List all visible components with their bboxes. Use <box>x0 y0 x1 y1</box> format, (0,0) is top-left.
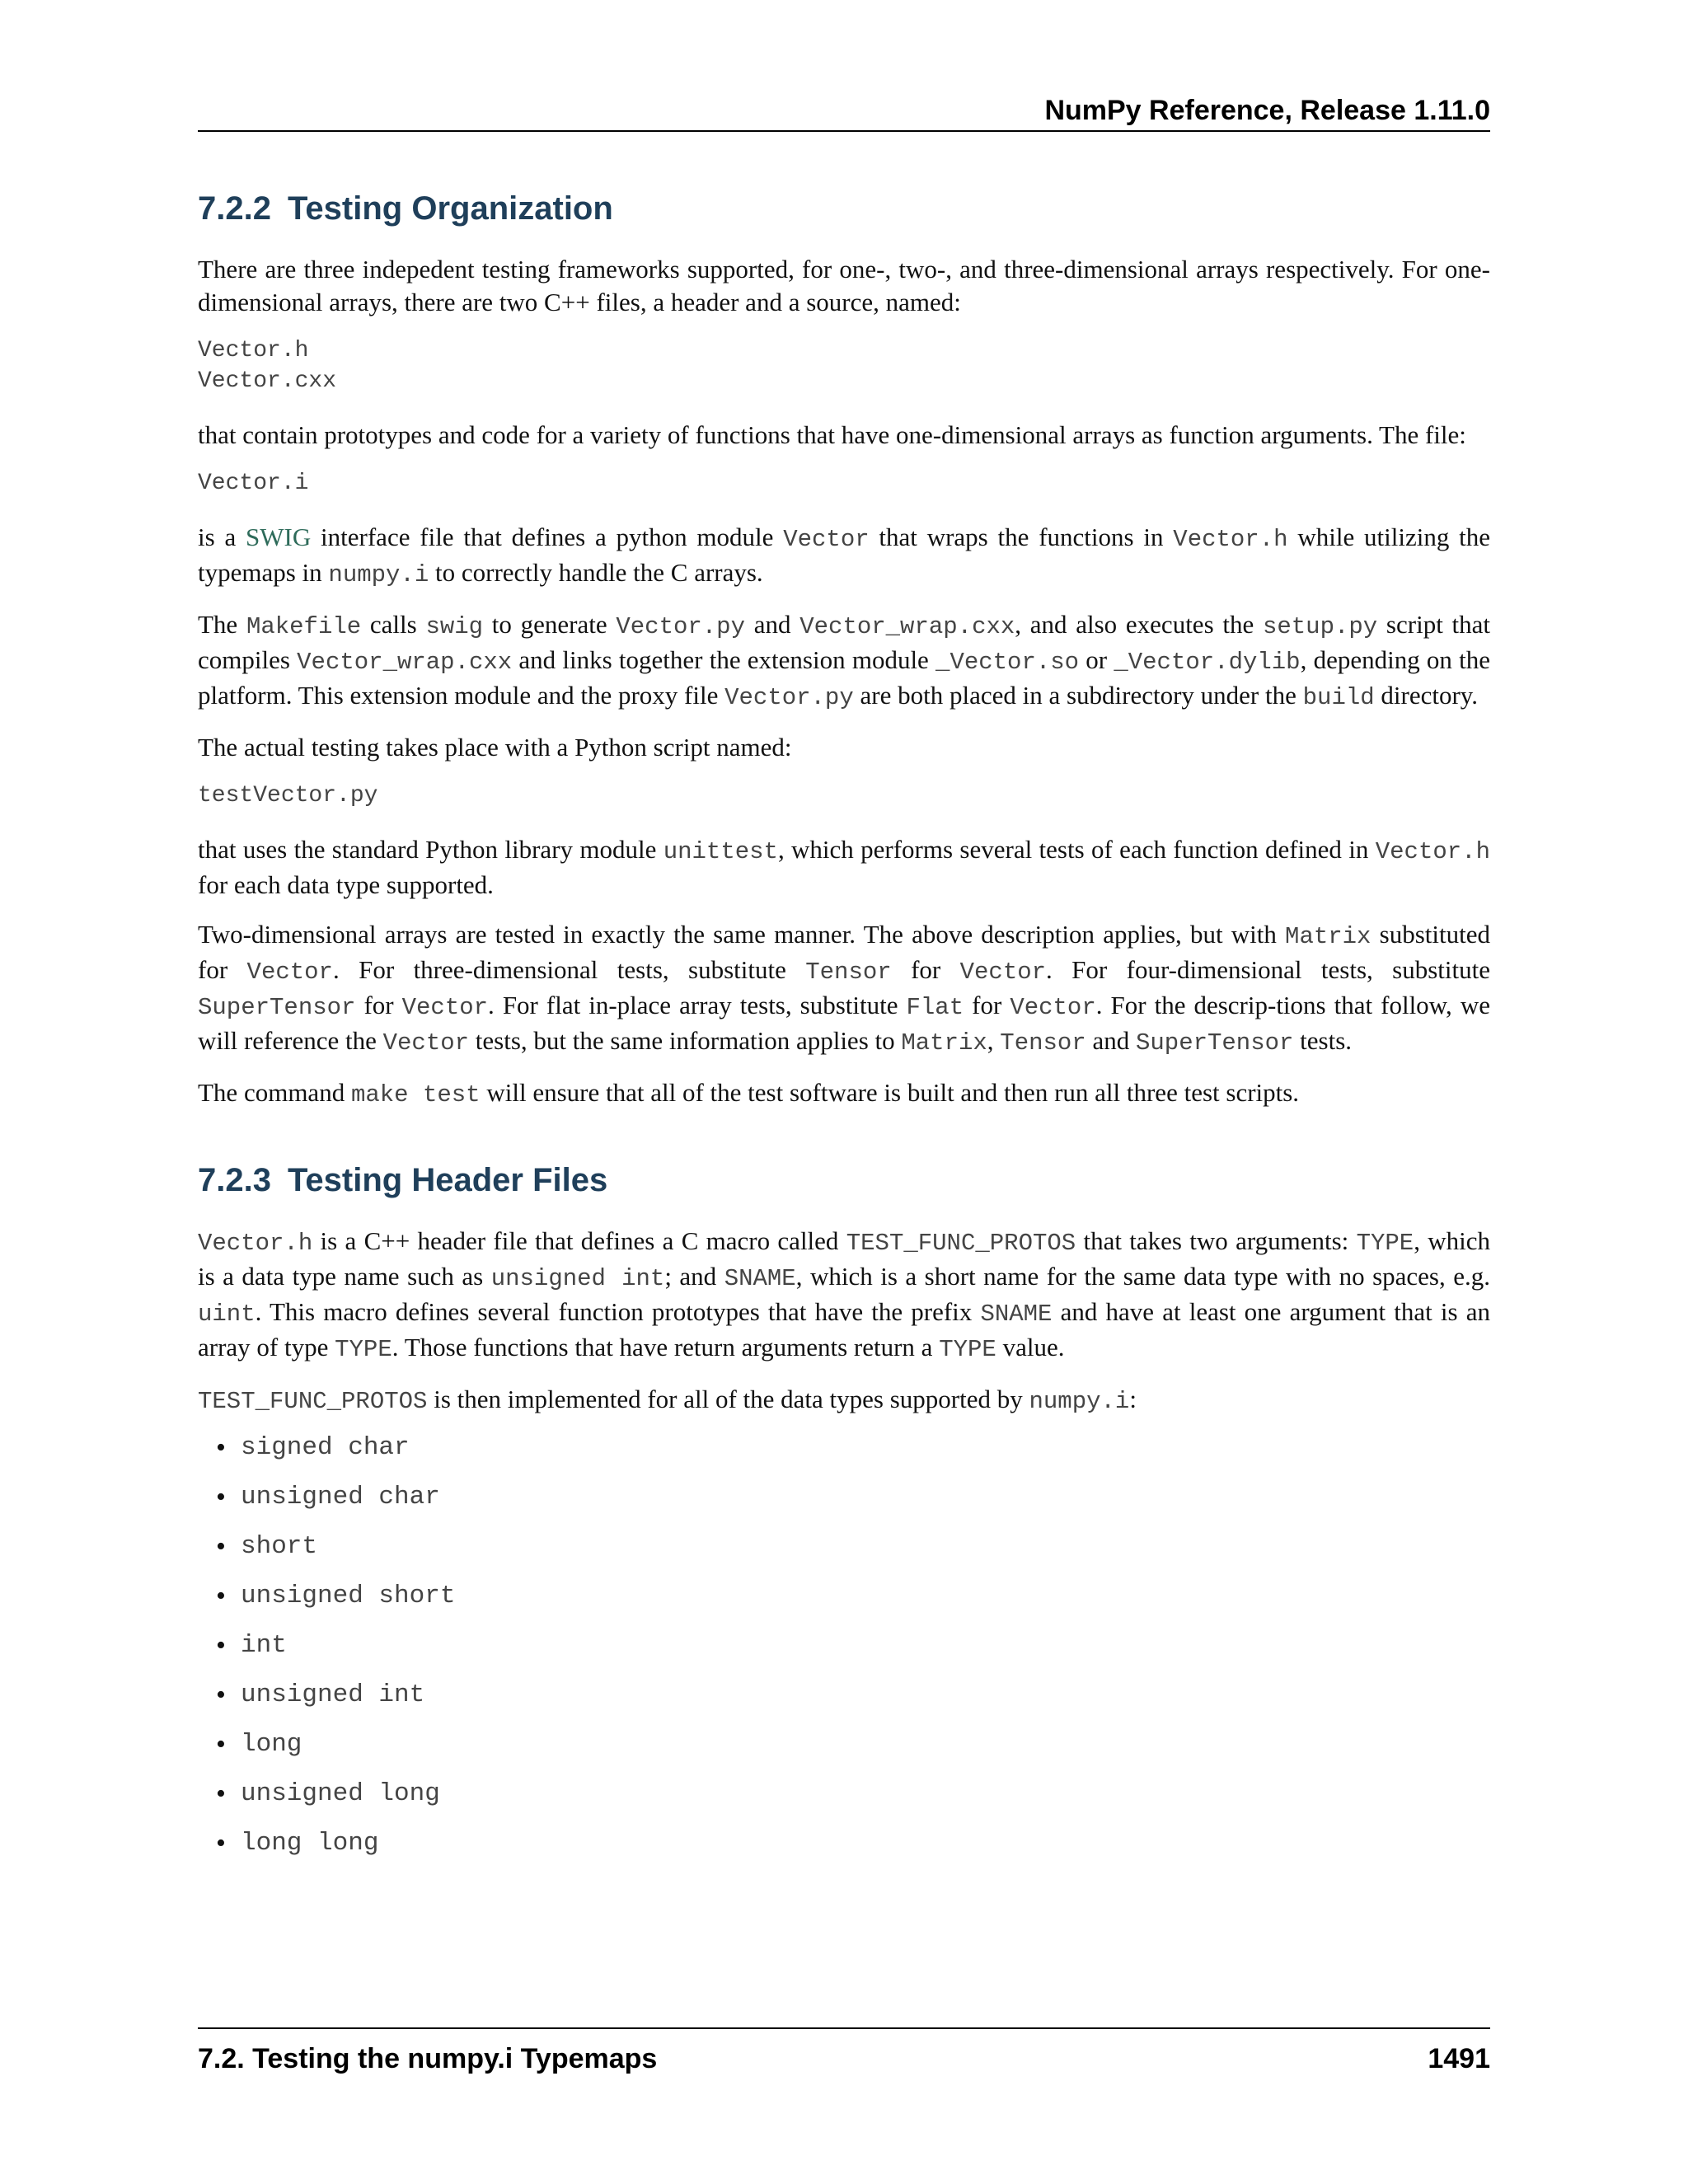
bullet: • <box>216 1482 226 1512</box>
inline-code: SuperTensor <box>1135 1029 1294 1057</box>
bullet: • <box>216 1432 226 1463</box>
document-page <box>198 0 1490 2184</box>
bullet: • <box>216 1630 226 1661</box>
inline-code: TEST_FUNC_PROTOS <box>198 1388 428 1415</box>
text: value. <box>996 1333 1065 1361</box>
type-name: int <box>241 1631 287 1660</box>
inline-code: Matrix <box>1285 923 1372 950</box>
type-name: long <box>241 1730 302 1759</box>
code-line: Vector.h <box>198 338 309 363</box>
inline-code: Tensor <box>805 958 892 986</box>
text: The command <box>198 1078 351 1107</box>
section-heading-7-2-3 <box>198 1160 1490 1201</box>
inline-code: numpy.i <box>328 561 429 588</box>
inline-code: Vector <box>382 1029 470 1057</box>
paragraph <box>198 1383 1490 1418</box>
type-name: long long <box>241 1829 379 1858</box>
text: is then implemented for all of the data types supported by <box>427 1385 1029 1413</box>
type-name: unsigned char <box>241 1483 440 1511</box>
inline-code: Flat <box>906 994 964 1021</box>
inline-code: _Vector.so <box>935 649 1080 676</box>
text: tests. <box>1293 1026 1353 1055</box>
text: is a <box>198 523 246 551</box>
section-heading-7-2-2 <box>198 188 1490 229</box>
swig-link[interactable]: SWIG <box>246 523 312 551</box>
text: that uses the standard Python library module <box>198 835 663 864</box>
footer-section-title: 7.2. Testing the numpy.i Typemaps <box>198 2043 658 2074</box>
text: , <box>987 1026 1001 1055</box>
section-number: 7.2.2 <box>198 190 271 227</box>
text: is a C++ header file that defines a C macro called <box>312 1226 846 1255</box>
list-item <box>216 1720 1490 1769</box>
section-title: Testing Organization <box>287 190 613 227</box>
code-block <box>198 780 1490 811</box>
text: and <box>1085 1026 1136 1055</box>
running-footer <box>198 2027 1490 2075</box>
list-item <box>216 1671 1490 1720</box>
text: to generate <box>483 610 617 639</box>
code-line: testVector.py <box>198 783 378 808</box>
inline-code: _Vector.dylib <box>1114 649 1301 676</box>
inline-code: Vector.py <box>724 684 854 711</box>
text: and have at least one argument that is an array of type <box>198 1297 1490 1361</box>
code-block <box>198 335 1490 396</box>
code-line: Vector.i <box>198 471 309 496</box>
text: directory. <box>1374 681 1479 710</box>
text: and <box>745 610 800 639</box>
text: ; and <box>664 1262 724 1291</box>
inline-code: Vector.py <box>616 613 745 640</box>
list-item <box>216 1621 1490 1671</box>
paragraph: that contain prototypes and code for a variety of functions that have one-dimensional arrays as function arguments. The file: <box>198 420 1466 449</box>
text: that takes two arguments: <box>1076 1226 1357 1255</box>
page-number: 1491 <box>1428 2043 1490 2074</box>
text: and links together the extension module <box>512 645 936 674</box>
bullet: • <box>216 1828 226 1858</box>
inline-code: Vector <box>959 958 1047 986</box>
inline-code: TYPE <box>939 1336 996 1363</box>
inline-code: uint <box>198 1301 256 1328</box>
list-item <box>216 1572 1490 1621</box>
text: , which is a data type name such as <box>198 1226 1490 1291</box>
text: calls <box>361 610 426 639</box>
inline-code: Vector.h <box>198 1230 313 1257</box>
bullet: • <box>216 1531 226 1562</box>
text: , and also executes the <box>1015 610 1263 639</box>
inline-code: Vector <box>783 526 870 553</box>
bullet: • <box>216 1680 226 1710</box>
text: tests, but the same information applies to <box>469 1026 902 1055</box>
paragraph <box>198 1076 1490 1112</box>
inline-code: SNAME <box>724 1265 796 1292</box>
inline-code: Vector <box>1010 994 1096 1021</box>
inline-code: Vector_wrap.cxx <box>799 613 1015 640</box>
text: . This macro defines several function prototypes that have the prefix <box>255 1297 981 1326</box>
text: will ensure that all of the test software is built and then run all three test scripts. <box>480 1078 1300 1107</box>
list-item <box>216 1473 1490 1522</box>
paragraph <box>198 918 1490 1060</box>
text: for <box>355 991 402 1019</box>
code-block <box>198 468 1490 499</box>
list-item <box>216 1522 1490 1572</box>
inline-code: make test <box>350 1081 481 1108</box>
inline-code: TYPE <box>335 1336 392 1363</box>
paragraph: The actual testing takes place with a Python script named: <box>198 733 792 762</box>
paragraph <box>198 833 1490 902</box>
inline-code: Vector <box>246 958 333 986</box>
text: , which is a short name for the same data type with no spaces, e.g. <box>795 1262 1491 1291</box>
text: Two-dimensional arrays are tested in exactly the same manner. The above description applies, but with <box>198 920 1286 949</box>
paragraph <box>198 521 1490 592</box>
paragraph: There are three indepedent testing frameworks supported, for one-, two-, and three-dimensional arrays respectively. For one-dimensional arrays, there are two C++ files, a header and a source, named: <box>198 255 1490 316</box>
text: . Those functions that have return arguments return a <box>392 1333 940 1361</box>
list-item <box>216 1423 1490 1473</box>
type-name: signed char <box>241 1433 410 1462</box>
text: to correctly handle the C arrays. <box>429 558 763 587</box>
text: interface file that defines a python module <box>311 523 784 551</box>
inline-code: unittest <box>663 838 778 865</box>
inline-code: swig <box>425 613 484 640</box>
text: . For three-dimensional tests, substitute <box>332 955 806 984</box>
inline-code: SNAME <box>980 1301 1053 1328</box>
text: substituted for <box>198 920 1490 984</box>
section-number: 7.2.3 <box>198 1162 271 1198</box>
bullet: • <box>216 1779 226 1809</box>
page-content <box>198 132 1490 1868</box>
bullet: • <box>216 1581 226 1611</box>
paragraph <box>198 1225 1490 1366</box>
text: . For the descrip-tions that follow, we will reference the <box>198 991 1490 1055</box>
text: that wraps the functions in <box>869 523 1174 551</box>
text: for each data type supported. <box>198 870 494 899</box>
bullet: • <box>216 1729 226 1760</box>
text: for <box>891 955 960 984</box>
inline-code: Makefile <box>246 613 362 640</box>
inline-code: Matrix <box>901 1029 987 1057</box>
text: while utilizing the typemaps in <box>198 523 1490 587</box>
text: The <box>198 610 246 639</box>
text: are both placed in a subdirectory under the <box>853 681 1303 710</box>
data-type-list <box>198 1423 1490 1868</box>
type-name: unsigned long <box>241 1779 440 1808</box>
inline-code: Vector.h <box>1173 526 1288 553</box>
text: , depending on the platform. This extension module and the proxy file <box>198 645 1491 710</box>
text: or <box>1079 645 1114 674</box>
list-item <box>216 1819 1490 1868</box>
paragraph <box>198 608 1490 715</box>
type-name: unsigned short <box>241 1582 456 1610</box>
inline-code: build <box>1302 684 1375 711</box>
code-line: Vector.cxx <box>198 368 337 394</box>
inline-code: Vector_wrap.cxx <box>297 649 513 676</box>
text: : <box>1129 1385 1137 1413</box>
type-name: unsigned int <box>241 1680 425 1709</box>
text: . For flat in-place array tests, substitute <box>488 991 907 1019</box>
inline-code: TYPE <box>1356 1230 1414 1257</box>
inline-code: Vector.h <box>1375 838 1490 865</box>
inline-code: numpy.i <box>1029 1388 1130 1415</box>
inline-code: setup.py <box>1262 613 1378 640</box>
inline-code: Vector <box>401 994 489 1021</box>
text: . For four-dimensional tests, substitute <box>1046 955 1490 984</box>
text: script that compiles <box>198 610 1491 674</box>
inline-code: SuperTensor <box>198 994 356 1021</box>
inline-code: TEST_FUNC_PROTOS <box>846 1230 1076 1257</box>
section-title: Testing Header Files <box>287 1162 608 1198</box>
type-name: short <box>241 1532 318 1561</box>
inline-code: Tensor <box>1000 1029 1086 1057</box>
list-item <box>216 1769 1490 1819</box>
inline-code: unsigned int <box>490 1265 665 1292</box>
text: for <box>964 991 1010 1019</box>
running-header: NumPy Reference, Release 1.11.0 <box>198 91 1490 132</box>
text: , which performs several tests of each function defined in <box>777 835 1376 864</box>
